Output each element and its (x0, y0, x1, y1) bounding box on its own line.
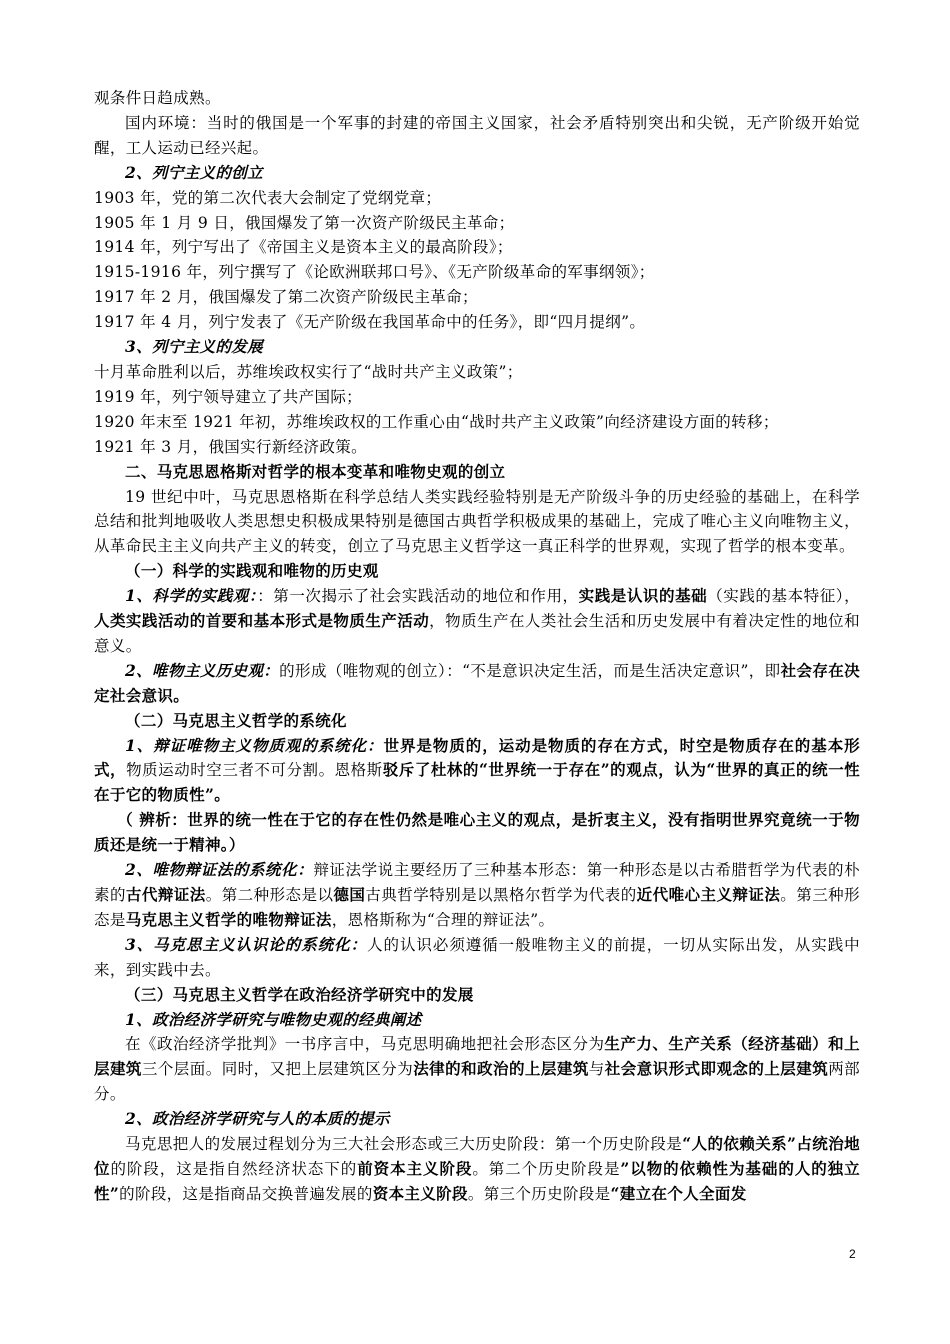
text-run: 世界是物质的，运动是物质的存在方式，时空是物质存在的基本形式， (94, 735, 861, 780)
paragraph-domestic-environment: 国内环境：当时的俄国是一个军事的封建的帝国主义国家，社会矛盾特别突出和尖锐，无产阶级开始觉醒，工人运动已经兴起。 (94, 113, 860, 157)
text-run: 物质运动时空三者不可分割。恩格斯 (126, 761, 383, 780)
text-run: 人类实践活动的首要和基本形式是物质生产活动 (94, 611, 430, 631)
term-label: 2、唯物主义历史观： (125, 660, 280, 680)
text-run: 两部分。 (94, 1060, 860, 1104)
text-run: 的阶段，这是指商品交换普遍发展的 (119, 1184, 373, 1203)
page-number: 2 (849, 1247, 856, 1261)
text-run: 在《政治经济学批判》一书序言中，马克思明确地把社会形态区分为 (125, 1035, 605, 1054)
heading-political-economy-2: 2、政治经济学研究与人的本质的提示 (125, 1109, 390, 1129)
timeline-item: 1919 年，列宁领导建立了共产国际； (94, 387, 363, 406)
text-run: 三个层面。同时，又把上层建筑区分为 (141, 1060, 414, 1079)
term-label: 1、辩证唯物主义物质观的系统化： (125, 735, 384, 755)
text-run: 的形成（唯物观的创立）：“不是意识决定生活，而是生活决定意识”，即 (279, 661, 781, 680)
paragraph-marxism-founding: 19 世纪中叶，马克思恩格斯在科学总结人类实践经验特别是无产阶级斗争的历史经验的基础上，在科学总结和批判地吸收人类思想史积极成果特别是德国古典哲学积极成果的基础上，完成了唯心主义向唯物主义，从革命民主主义向共产主义的转变，创立了马克思主义哲学这一真正科学的世界观，实现了哲学的根本变革。 (94, 487, 860, 556)
heading-political-economy-1: 1、政治经济学研究与唯物史观的经典阐述 (125, 1009, 422, 1029)
text-run: ，恩格斯称为“合理的辩证法”。 (331, 910, 555, 929)
text-run: 社会意识形式即观念的上层建筑 (604, 1059, 829, 1079)
text-run: 驳斥了杜林的“世界统一于存在”的观点，认为“世界的真正的统一性在于它的物质性”。 (94, 760, 861, 805)
timeline-item: 1915-1916 年，列宁撰写了《论欧洲联邦口号》、《无产阶级革命的军事纲领》； (94, 263, 655, 282)
text-run: ”以物的依赖性为基础的人的独立性” (94, 1158, 860, 1203)
text-run: 马克思主义哲学的唯物辩证法 (125, 909, 332, 929)
heading-section-2: 二、马克思恩格斯对哲学的根本变革和唯物史观的创立 (125, 461, 506, 481)
text-run: “人的依赖关系”占统治地位 (94, 1134, 860, 1178)
text-run: 。第二种形态是以 (205, 886, 334, 904)
text-run: 。第二个历史阶段是 (472, 1159, 621, 1178)
text-run: 法律的和政治的上层建筑 (413, 1059, 589, 1079)
paragraph-social-formation (94, 1032, 860, 1107)
text-run: 前资本主义阶段 (357, 1158, 473, 1178)
text-run: 资本主义阶段 (372, 1183, 468, 1203)
text-run: 人的认识必须遵循一般唯物主义的前提，一切从实际出发，从实践中来，到实践中去。 (94, 935, 860, 979)
timeline-item: 1920 年末至 1921 年初，苏维埃政权的工作重心由“战时共产主义政策”向经济建设方面的转移； (94, 412, 779, 431)
text-run: 近代唯心主义辩证法 (636, 885, 781, 904)
text-run: ，物质生产在人类社会生活和历史发展中有着决定性的地位和意义。 (94, 612, 860, 655)
text-run: 生产力、生产关系（经济基础）和上层建筑 (94, 1034, 860, 1079)
text-run: ：第一次揭示了社会实践活动的地位和作用， (257, 587, 579, 606)
paragraph-dialectics (94, 858, 860, 933)
page-body (94, 86, 860, 1207)
heading-subsection-3: （三）马克思主义哲学在政治经济学研究中的发展 (125, 984, 474, 1004)
text-run: （实践的基本特征）， (707, 587, 860, 606)
timeline-item: 1914 年，列宁写出了《帝国主义是资本主义的最高阶段》； (94, 238, 513, 257)
timeline-item: 1903 年，党的第二次代表大会制定了党纲党章； (94, 188, 442, 207)
text-run: 。第三个历史阶段是 (467, 1184, 611, 1203)
paragraph-historical-materialism (94, 659, 860, 709)
text-run: 社会存在决定社会意识。 (94, 660, 860, 705)
timeline-item: 1917 年 2 月，俄国爆发了第二次资产阶级民主革命； (94, 288, 478, 307)
heading-subsection-1: （一）科学的实践观和唯物的历史观 (125, 561, 379, 581)
paragraph-dialectical-materialism (94, 734, 860, 809)
text-run: 古代辩证法 (125, 885, 206, 904)
paragraph-epistemology (94, 933, 860, 983)
timeline-item: 1921 年 3 月，俄国实行新经济政策。 (94, 437, 367, 456)
term-label: 1、科学的实践观： (125, 586, 258, 606)
text-run: “建立在个人全面发 (610, 1183, 747, 1203)
paragraph-practice-view (94, 584, 860, 659)
heading-subsection-2: （二）马克思主义哲学的系统化 (125, 710, 347, 730)
text-run: 马克思把人的发展过程划分为三大社会形态或三大历史阶段：第一个历史阶段是 (125, 1135, 683, 1154)
text-run: 。第三种形态是 (94, 886, 860, 929)
heading-leninism-founding: 2、列宁主义的创立 (125, 162, 263, 182)
text-run: 古典哲学特别是以黑格尔哲学为代表的 (365, 886, 637, 904)
heading-leninism-development: 3、列宁主义的发展 (125, 337, 263, 357)
text-run: 的阶段，这是指自然经济状态下的 (110, 1159, 358, 1178)
text-run: 与 (588, 1060, 605, 1079)
timeline-item: 1917 年 4 月，列宁发表了《无产阶级在我国革命中的任务》，即“四月提纲”。 (94, 313, 646, 332)
term-label: 3、马克思主义认识论的系统化： (125, 934, 368, 954)
text-run: 实践是认识的基础 (578, 586, 708, 606)
timeline-item: 十月革命胜利以后，苏维埃政权实行了“战时共产主义政策”； (94, 362, 523, 381)
text-line: 观条件日趋成熟。 (94, 89, 221, 107)
paragraph-note: （ 辨析：世界的统一性在于它的存在性仍然是唯心主义的观点，是折衷主义，没有指明世界究竟统一于物质还是统一于精神。） (94, 810, 860, 855)
timeline-item: 1905 年 1 月 9 日，俄国爆发了第一次资产阶级民主革命； (94, 213, 515, 232)
text-run: 辩证法学说主要经历了三种基本形态：第一种形态是以古希腊哲学为代表的朴素的 (94, 861, 860, 904)
paragraph-human-development (94, 1132, 860, 1207)
text-run: 德国 (333, 885, 366, 904)
term-label: 2、唯物辩证法的系统化： (125, 860, 314, 880)
